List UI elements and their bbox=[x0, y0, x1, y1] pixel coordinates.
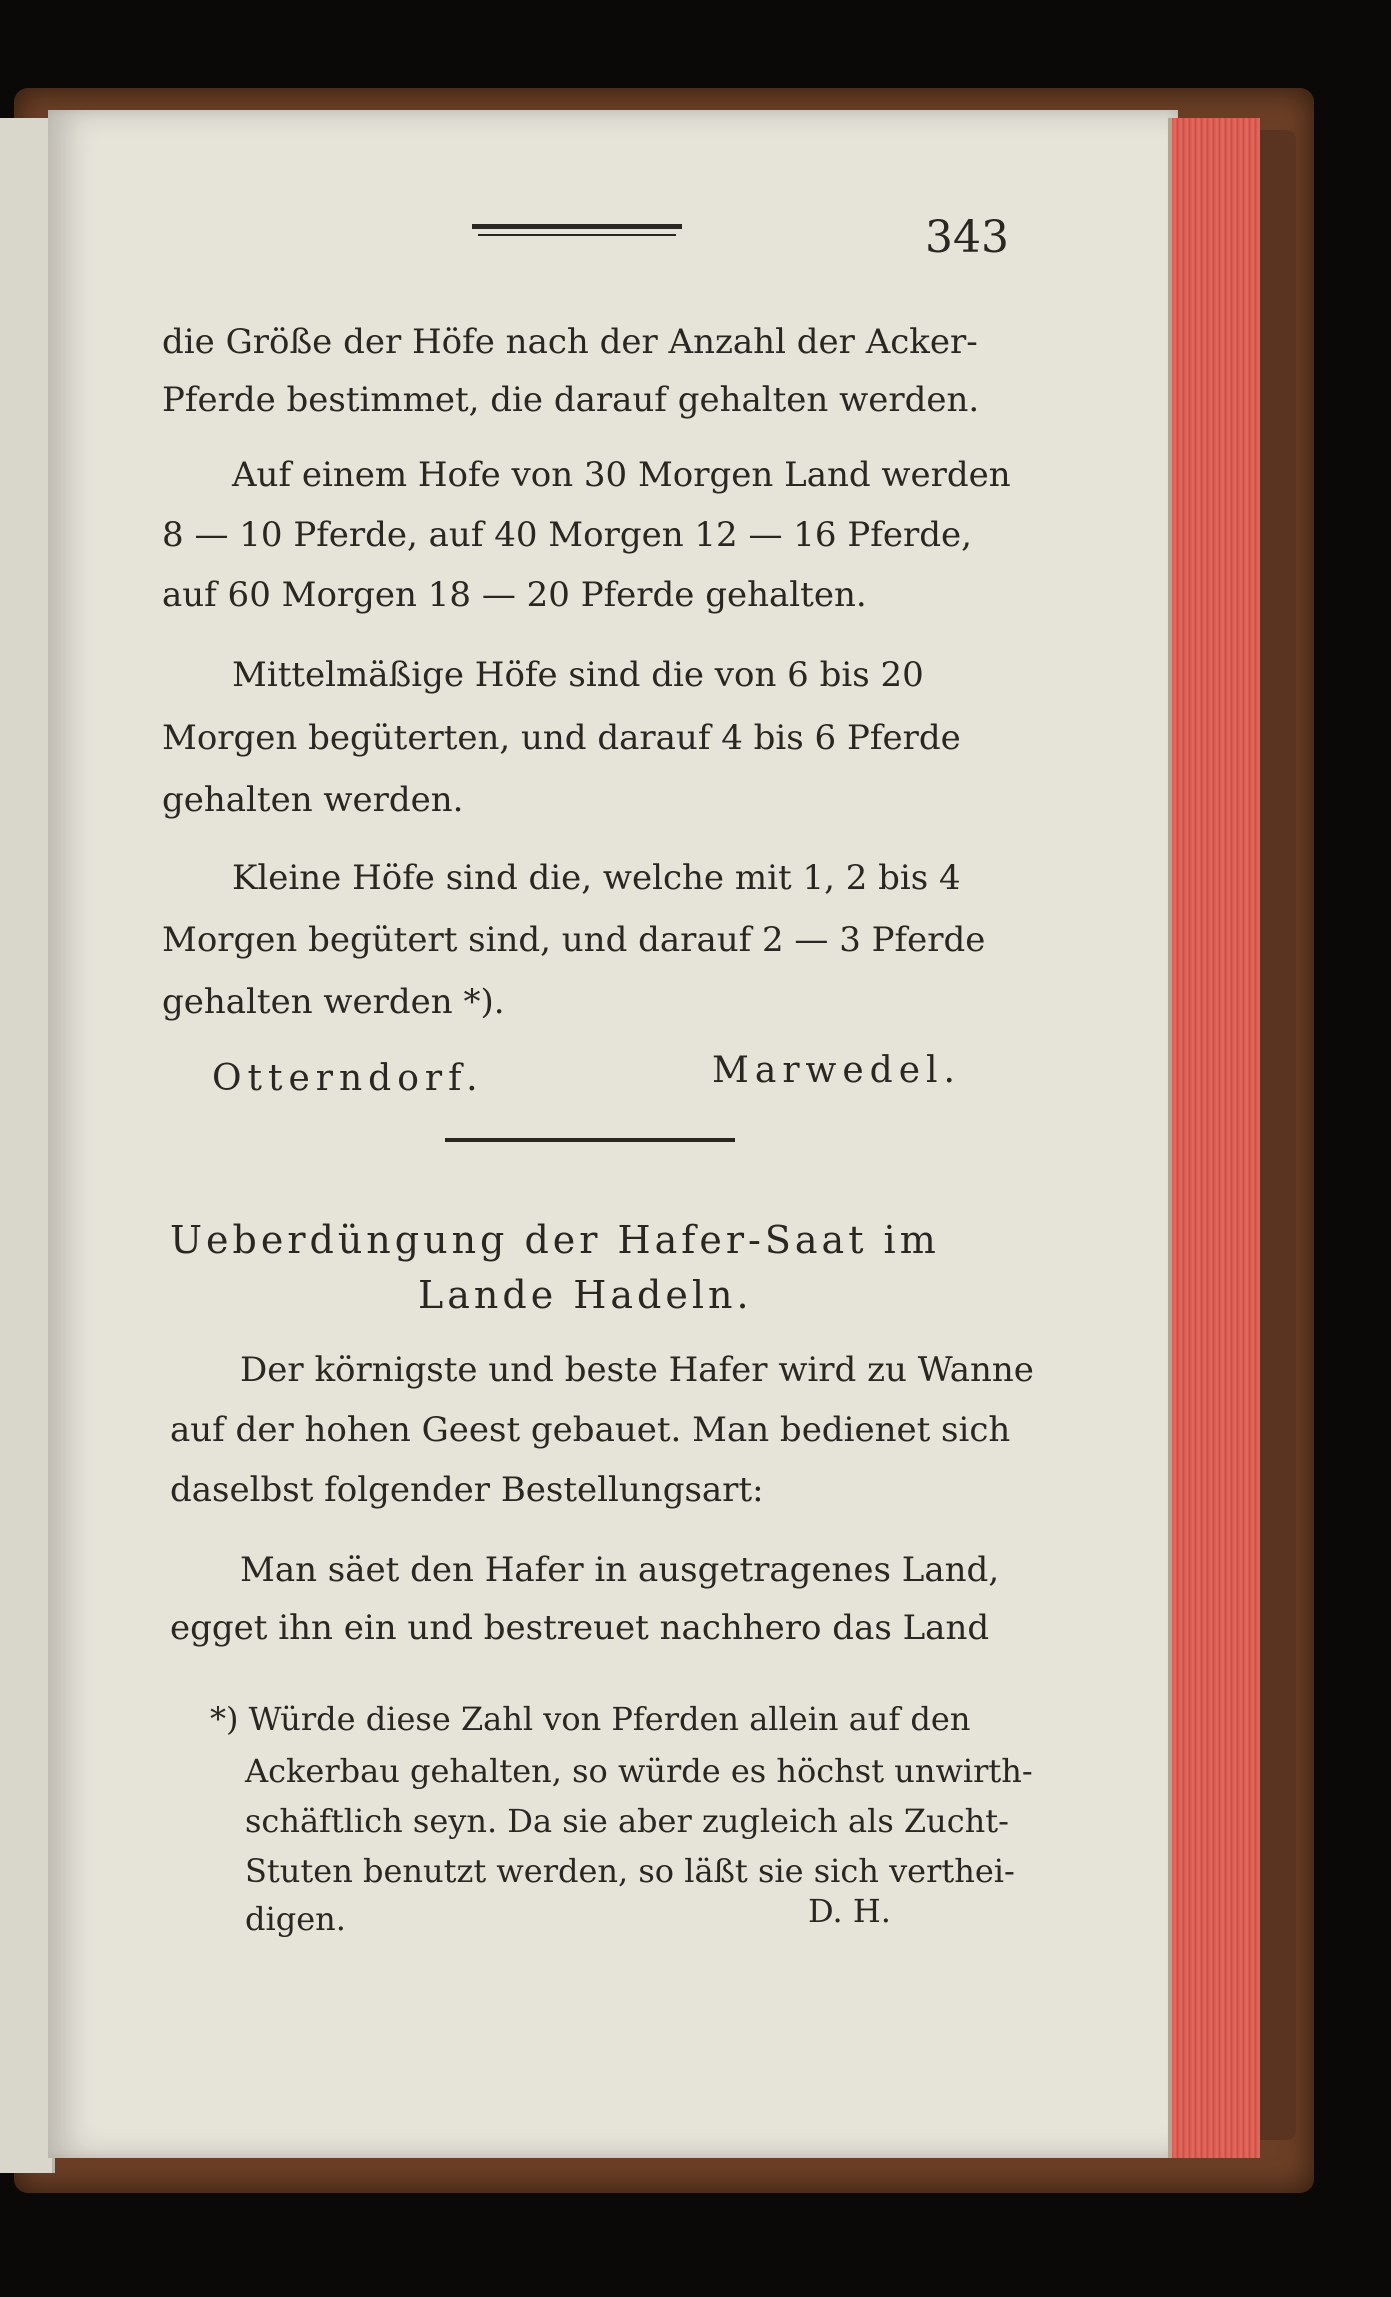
section-rule bbox=[445, 1138, 735, 1142]
footnote-line: *) Würde diese Zahl von Pferden allein auf den bbox=[210, 1700, 971, 1738]
footnote-line: digen. bbox=[245, 1900, 346, 1938]
text-line: Morgen begütert sind, und darauf 2 — 3 Pferde bbox=[162, 920, 986, 960]
text-line: Der körnigste und beste Hafer wird zu Wanne bbox=[240, 1350, 1034, 1390]
section-heading-sub: Lande Hadeln. bbox=[418, 1273, 753, 1317]
footnote-sign: D. H. bbox=[808, 1892, 891, 1930]
text-line: Man säet den Hafer in ausgetragenes Land, bbox=[240, 1550, 1000, 1590]
text-line: die Größe der Höfe nach der Anzahl der Acker- bbox=[162, 322, 978, 362]
text-line: auf der hohen Geest gebauet. Man bedienet sich bbox=[170, 1410, 1011, 1450]
text-line: Auf einem Hofe von 30 Morgen Land werden bbox=[232, 455, 1011, 495]
facing-page-edge bbox=[0, 118, 55, 2173]
text-line: Mittelmäßige Höfe sind die von 6 bis 20 bbox=[232, 655, 924, 695]
footnote-line: Ackerbau gehalten, so würde es höchst unwirth- bbox=[245, 1752, 1033, 1790]
section-heading: Ueberdüngung der Hafer-Saat im bbox=[170, 1218, 940, 1262]
header-rule bbox=[472, 224, 682, 229]
text-line: gehalten werden *). bbox=[162, 982, 505, 1022]
text-line: Morgen begüterten, und darauf 4 bis 6 Pferde bbox=[162, 718, 961, 758]
page-number: 343 bbox=[925, 212, 1009, 263]
text-line: Kleine Höfe sind die, welche mit 1, 2 bis 4 bbox=[232, 858, 961, 898]
text-line: daselbst folgender Bestellungsart: bbox=[170, 1470, 764, 1510]
text-line: auf 60 Morgen 18 — 20 Pferde gehalten. bbox=[162, 575, 867, 615]
text-line: egget ihn ein und bestreuet nachhero das Land bbox=[170, 1608, 990, 1648]
signature-name: Marwedel. bbox=[712, 1050, 961, 1091]
header-rule-thin bbox=[478, 234, 676, 236]
text-line: gehalten werden. bbox=[162, 780, 464, 820]
text-line: 8 — 10 Pferde, auf 40 Morgen 12 — 16 Pferde, bbox=[162, 515, 972, 555]
footnote-line: schäftlich seyn. Da sie aber zugleich als Zucht- bbox=[245, 1802, 1009, 1840]
footnote-line: Stuten benutzt werden, so läßt sie sich verthei- bbox=[245, 1852, 1015, 1890]
text-line: Pferde bestimmet, die darauf gehalten werden. bbox=[162, 380, 980, 420]
page-edges bbox=[1168, 118, 1260, 2158]
signature-place: Otterndorf. bbox=[212, 1058, 484, 1099]
cover-edge bbox=[1256, 130, 1296, 2140]
